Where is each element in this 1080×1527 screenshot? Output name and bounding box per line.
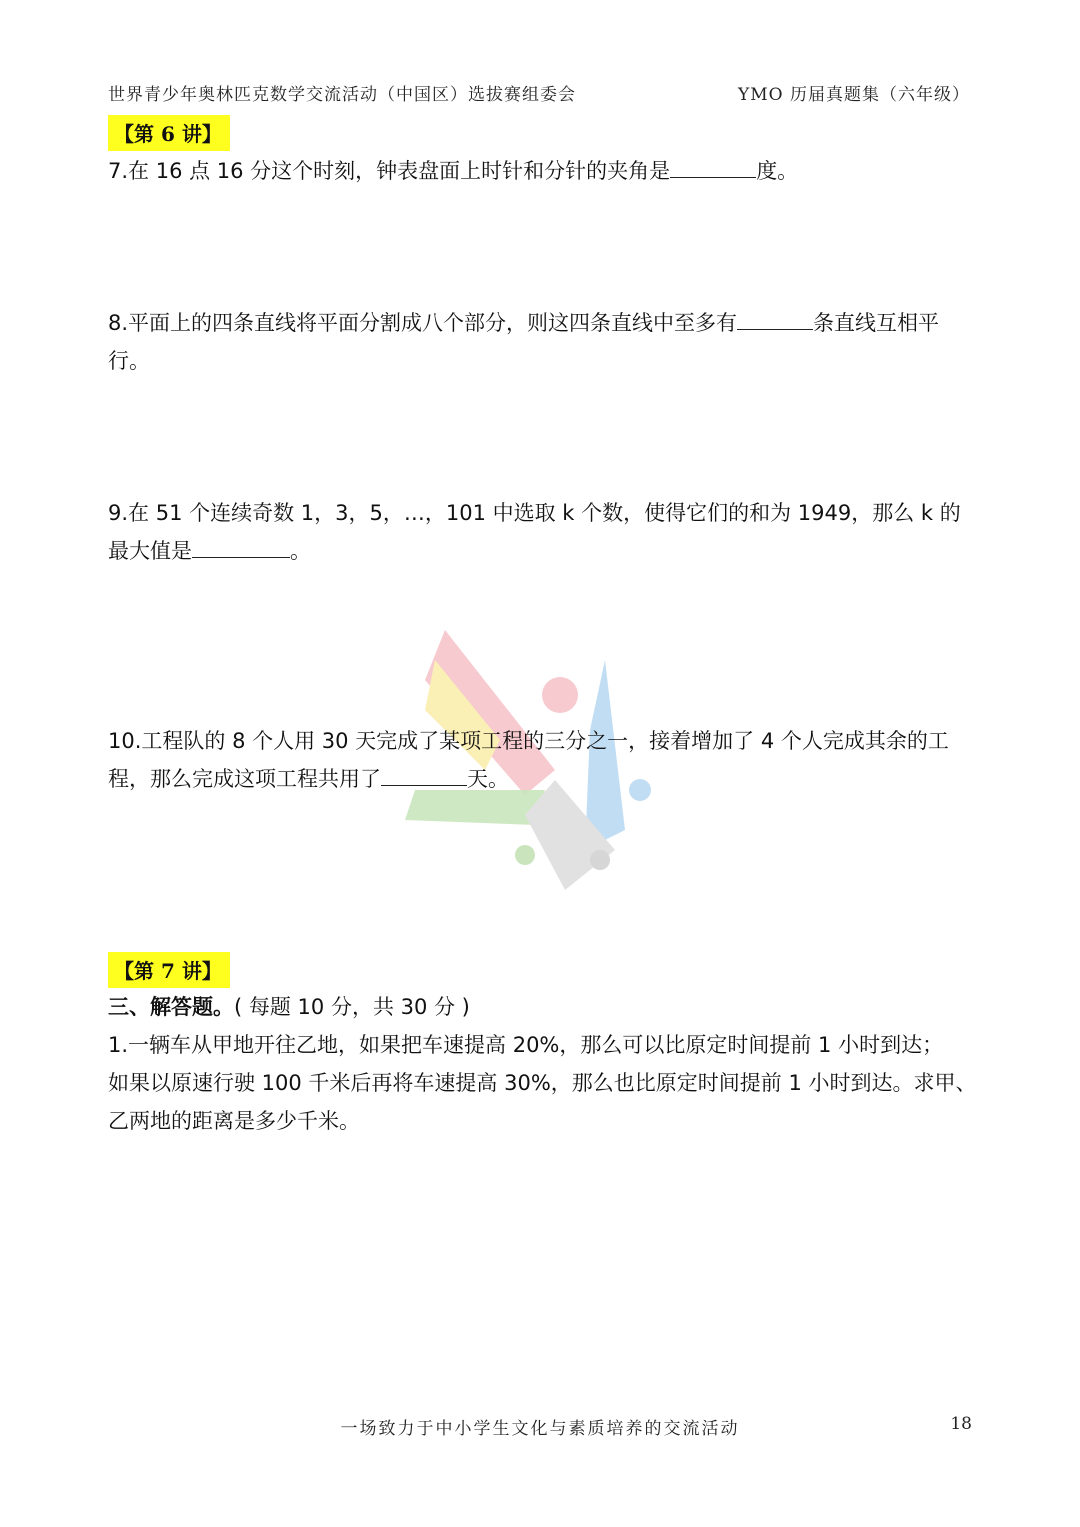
lecture-7-tag: 【第 7 讲】 bbox=[108, 952, 230, 988]
question-10-text: 10.工程队的 8 个人用 30 天完成了某项工程的三分之一，接着增加了 4 个人完成其余的工 bbox=[108, 729, 949, 753]
answer-blank[interactable] bbox=[192, 535, 290, 558]
answer-blank[interactable] bbox=[737, 307, 813, 330]
question-7 bbox=[108, 152, 976, 190]
question-8-text-end: 行。 bbox=[108, 349, 150, 373]
question-10 bbox=[108, 722, 976, 798]
lecture-6-tag: 【第 6 讲】 bbox=[108, 115, 230, 151]
question-10-text-cont: 程，那么完成这项工程共用了 bbox=[108, 767, 381, 791]
page-number: 18 bbox=[950, 1414, 972, 1434]
question-8 bbox=[108, 304, 976, 380]
header-book-title: YMO 历届真题集（六年级） bbox=[738, 85, 970, 105]
part-3-title: 三、解答题。 bbox=[108, 995, 234, 1019]
part-3-heading bbox=[108, 988, 976, 1026]
question-10-unit: 天。 bbox=[467, 767, 509, 791]
question-9-text-end: 。 bbox=[290, 539, 311, 563]
question-9-text-cont: 最大值是 bbox=[108, 539, 192, 563]
footer-slogan: 一场致力于中小学生文化与素质培养的交流活动 bbox=[340, 1419, 740, 1439]
answer-blank[interactable] bbox=[670, 155, 756, 178]
problem-1-line-2: 如果以原速行驶 100 千米后再将车速提高 30%，那么也比原定时间提前 1 小时到达。求甲、 bbox=[108, 1071, 977, 1095]
answer-blank[interactable] bbox=[381, 763, 467, 786]
question-9-text: 9.在 51 个连续奇数 1，3，5，…，101 中选取 k 个数，使得它们的和为 1949，那么 k 的 bbox=[108, 501, 961, 525]
problem-1 bbox=[108, 1026, 976, 1140]
part-3-scoring-note: ( 每题 10 分，共 30 分 ) bbox=[234, 995, 470, 1019]
question-8-text: 8.平面上的四条直线将平面分割成八个部分，则这四条直线中至多有 bbox=[108, 311, 738, 335]
header-organizer: 世界青少年奥林匹克数学交流活动（中国区）选拔赛组委会 bbox=[108, 85, 576, 105]
question-9 bbox=[108, 494, 976, 570]
question-8-text-cont: 条直线互相平 bbox=[813, 311, 940, 335]
problem-1-line-1: 1.一辆车从甲地开往乙地，如果把车速提高 20%，那么可以比原定时间提前 1 小时到达； bbox=[108, 1033, 944, 1057]
question-7-text: 7.在 16 点 16 分这个时刻，钟表盘面上时针和分针的夹角是 bbox=[108, 159, 671, 183]
question-7-unit: 度。 bbox=[756, 159, 799, 183]
problem-1-line-3: 乙两地的距离是多少千米。 bbox=[108, 1109, 360, 1133]
